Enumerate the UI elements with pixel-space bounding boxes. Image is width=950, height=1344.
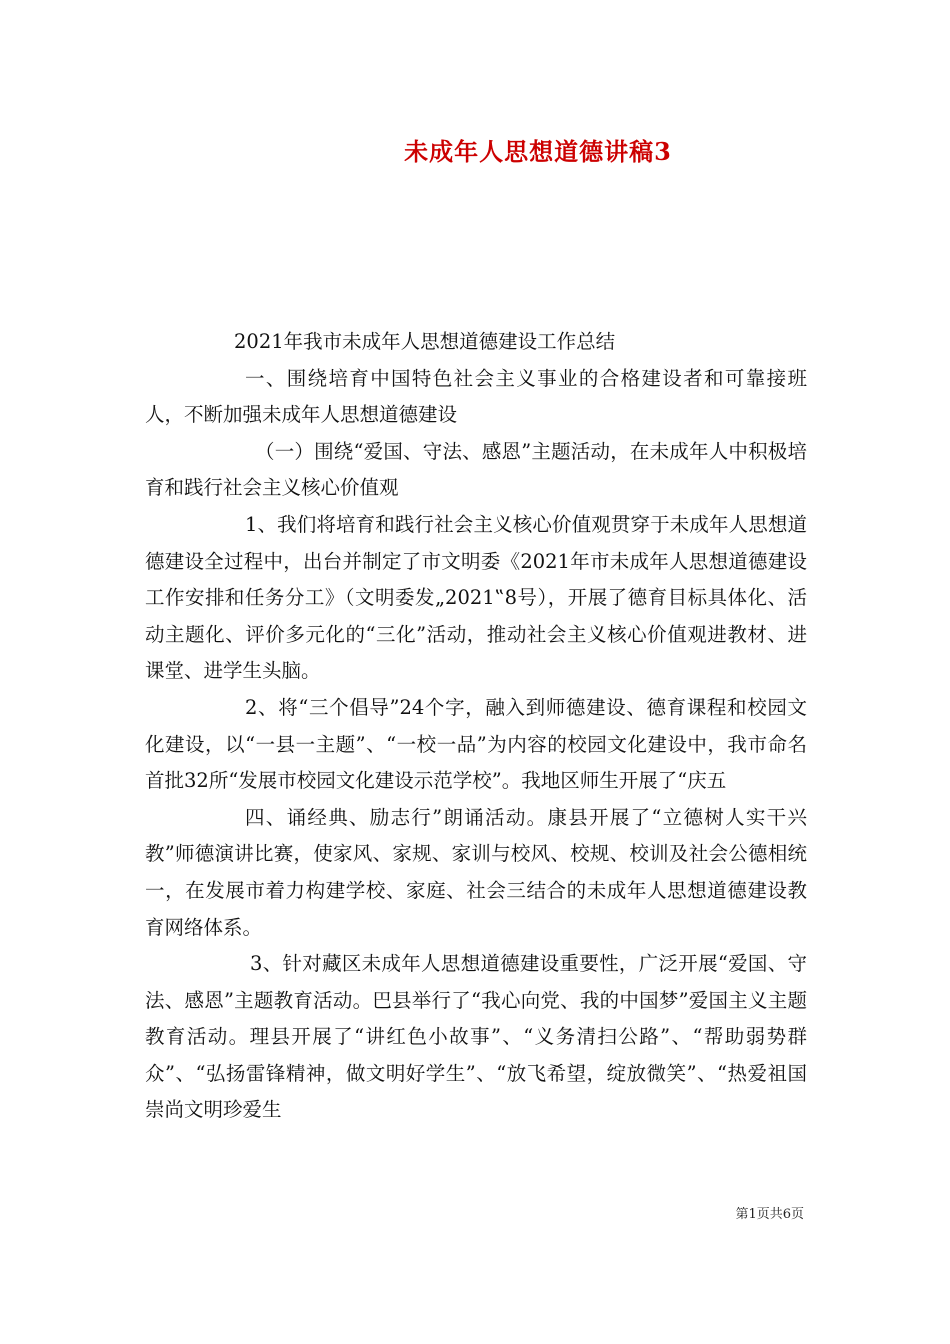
body-paragraph-3: 四、诵经典、励志行”朗诵活动。康县开展了“立德树人实干兴教”师德演讲比赛，使家风、家规、家训与校风、校规、校训及社会公德相统一，在发展市着力构建学校、家庭、社会三结合的未成年人思想道德建设教育网络体系。 — [145, 805, 807, 939]
document-title: 未成年人思想道德讲稿3 — [404, 137, 672, 166]
body-paragraph-1: 1、我们将培育和践行社会主义核心价值观贯穿于未成年人思想道德建设全过程中，出台并制定了市文明委《2021年市未成年人思想道德建设工作安排和任务分工》（文明委发„2021‟8号），开展了德育目标具体化、活动主题化、评价多元化的“三化”活动，推动社会主义核心价值观进教材、进课堂、进学生头脑。 — [145, 512, 807, 683]
document-body — [145, 324, 807, 1129]
body-paragraph-2: 2、将“三个倡导”24个字，融入到师德建设、德育课程和校园文化建设，以“一县一主题”、“一校一品”为内容的校园文化建设中，我市命名首批32所“发展市校园文化建设示范学校”。我地区师生开展了“庆五 — [145, 695, 807, 793]
subsection-heading-1: （一）围绕“爱国、守法、感恩”主题活动，在未成年人中积极培育和践行社会主义核心价值观 — [145, 439, 807, 500]
body-paragraph-4: 3、针对藏区未成年人思想道德建设重要性，广泛开展“爱国、守法、感恩”主题教育活动。巴县举行了“我心向党、我的中国梦”爱国主义主题教育活动。理县开展了“讲红色小故事”、“义务清扫公路”、“帮助弱势群众”、“弘扬雷锋精神，做文明好学生”、“放飞希望，绽放微笑”、“热爱祖国崇尚文明珍爱生 — [145, 952, 807, 1122]
summary-heading: 2021年我市未成年人思想道德建设工作总结 — [234, 330, 616, 353]
section-heading-1: 一、围绕培育中国特色社会主义事业的合格建设者和可靠接班人，不断加强未成年人思想道德建设 — [145, 366, 807, 427]
page-footer: 第1页共6页 — [735, 1207, 804, 1222]
